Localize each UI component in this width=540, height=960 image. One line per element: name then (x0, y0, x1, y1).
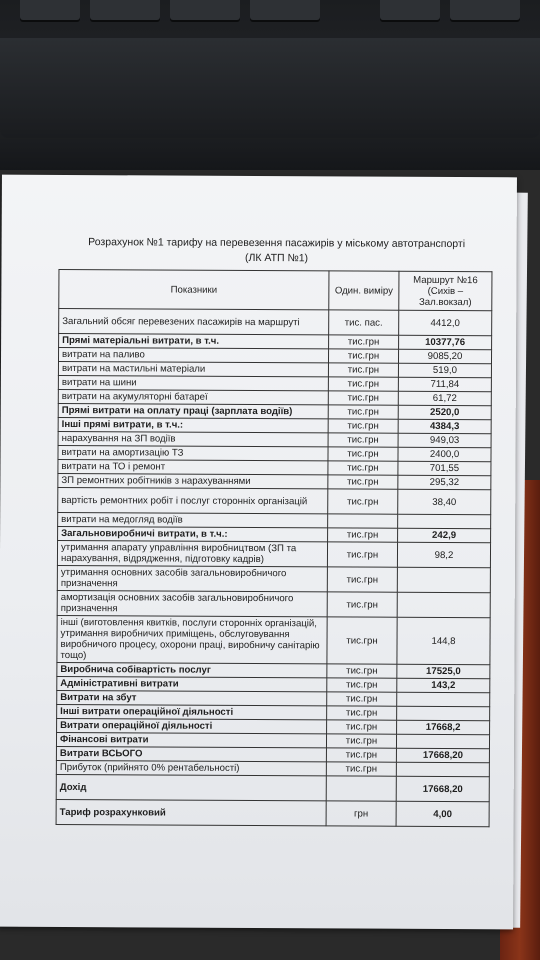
row-value (396, 734, 489, 748)
row-value: 519,0 (398, 363, 491, 377)
row-unit: тис.грн (328, 419, 398, 433)
row-value: 2520,0 (398, 405, 491, 419)
row-unit: тис.грн (328, 349, 398, 363)
table-header-row (59, 269, 492, 310)
row-label: Інші прямі витрати, в т.ч.: (58, 417, 328, 432)
row-unit: тис.грн (327, 592, 397, 617)
row-label: витрати на амортизацію ТЗ (58, 445, 328, 460)
row-value: 17668,2 (397, 720, 490, 734)
row-unit: тис.грн (329, 335, 399, 349)
row-label: Витрати операційної діяльності (57, 718, 327, 733)
row-value (397, 567, 490, 592)
row-value: 949,03 (398, 433, 491, 447)
document-page (0, 175, 517, 930)
row-unit: тис.грн (328, 433, 398, 447)
row-unit: тис.грн (328, 363, 398, 377)
row-unit: тис.грн (328, 475, 398, 489)
keyboard-background (0, 0, 540, 170)
row-unit: тис. пас. (329, 310, 399, 335)
row-unit: тис.грн (326, 762, 396, 776)
row-unit: тис.грн (327, 567, 397, 592)
row-label: амортизація основних засобів загальновиробничого призначення (57, 590, 327, 616)
row-value: 10377,76 (399, 335, 492, 349)
row-label: вартість ремонтних робіт і послуг сторонніх організацій (58, 487, 328, 513)
row-unit: тис.грн (327, 720, 397, 734)
row-label: Тариф розрахунковий (56, 799, 326, 825)
document-title-line1: Розрахунок №1 тарифу на перевезення пасажирів у міському автотранспорті (88, 236, 466, 251)
row-label: утримання апарату управління виробництвом (ЗП та нарахування, відрядження, підготовку кадрів) (57, 540, 327, 566)
row-value: 61,72 (398, 391, 491, 405)
row-label: Прямі матеріальні витрати, в т.ч. (59, 333, 329, 348)
row-unit: тис.грн (327, 617, 397, 664)
row-label: витрати на ТО і ремонт (58, 459, 328, 474)
row-value: 98,2 (397, 542, 490, 567)
table-row (57, 590, 490, 617)
row-unit: тис.грн (328, 405, 398, 419)
document-title-line2: (ЛК АТП №1) (244, 251, 309, 265)
table-row (56, 774, 489, 801)
row-label: Загальновиробничі витрати, в т.ч.: (58, 526, 328, 541)
keyboard-edge (0, 38, 540, 138)
row-value: 144,8 (397, 617, 490, 664)
row-value: 4384,3 (398, 419, 491, 433)
tariff-table (56, 269, 493, 827)
row-value: 4,00 (396, 801, 489, 826)
row-value (397, 592, 490, 617)
header-route: Маршрут №16 (Сихів – Зал.вокзал) (399, 271, 492, 310)
row-label: витрати на акумуляторні батареї (58, 389, 328, 404)
table-row (59, 308, 492, 335)
header-indicators: Показники (59, 269, 329, 309)
row-unit: тис.грн (326, 748, 396, 762)
row-value (397, 706, 490, 720)
row-value: 701,55 (398, 461, 491, 475)
table-row (57, 540, 490, 567)
row-label: Витрати ВСЬОГО (56, 746, 326, 761)
document-title (62, 235, 492, 267)
row-unit (328, 514, 398, 528)
row-value (396, 762, 489, 776)
row-unit: тис.грн (327, 692, 397, 706)
row-label: Витрати на збут (57, 690, 327, 705)
row-value: 143,2 (397, 678, 490, 692)
row-value: 17668,20 (396, 748, 489, 762)
row-unit: тис.грн (328, 447, 398, 461)
row-value: 2400,0 (398, 447, 491, 461)
row-unit: тис.грн (326, 734, 396, 748)
row-unit: тис.грн (327, 706, 397, 720)
row-label: Прямі витрати на оплату праці (зарплата водіїв) (58, 403, 328, 418)
row-value: 17668,20 (396, 776, 489, 801)
row-label: Дохід (56, 774, 326, 800)
row-label: Загальний обсяг перевезених пасажирів на маршруті (59, 308, 329, 334)
row-unit: тис.грн (328, 391, 398, 405)
row-label: ЗП ремонтних робітників з нарахуваннями (58, 473, 328, 488)
row-label: Інші витрати операційної діяльності (57, 704, 327, 719)
row-label: витрати на паливо (58, 347, 328, 362)
table-row (57, 565, 490, 592)
row-unit: тис.грн (327, 542, 397, 567)
row-value: 4412,0 (399, 310, 492, 335)
row-label: витрати на шини (58, 375, 328, 390)
row-value: 9085,20 (398, 349, 491, 363)
row-label: Виробнича собівартість послуг (57, 662, 327, 677)
row-unit (326, 776, 396, 801)
row-value: 242,9 (398, 528, 491, 542)
row-value: 295,32 (398, 475, 491, 489)
row-label: витрати на медогляд водіїв (58, 512, 328, 527)
row-label: утримання основних засобів загальновиробничого призначення (57, 565, 327, 591)
row-label: інші (виготовлення квитків, послуги сторонніх організацій, утримання виробничих приміщень, обслуговування виробничого процесу, охорони праці, виробничу санітарію тощо) (57, 615, 327, 663)
row-label: Прибуток (прийнято 0% рентабельності) (56, 760, 326, 775)
row-unit: тис.грн (328, 528, 398, 542)
row-value (398, 514, 491, 528)
table-row (56, 799, 489, 826)
row-unit: тис.грн (327, 664, 397, 678)
row-value: 17525,0 (397, 664, 490, 678)
row-unit: тис.грн (327, 678, 397, 692)
row-label: Адміністративні витрати (57, 676, 327, 691)
row-label: Фінансові витрати (56, 732, 326, 747)
row-value: 711,84 (398, 377, 491, 391)
header-unit: Один. виміру (329, 271, 399, 310)
row-label: витрати на мастильні матеріали (58, 361, 328, 376)
table-row (58, 487, 491, 514)
table-body (56, 308, 492, 826)
row-value: 38,40 (398, 489, 491, 514)
row-unit: тис.грн (328, 489, 398, 514)
row-unit: тис.грн (328, 461, 398, 475)
keyboard-keys (10, 0, 540, 30)
row-unit: грн (326, 801, 396, 826)
row-value (397, 692, 490, 706)
row-label: нарахування на ЗП водіїв (58, 431, 328, 446)
table-row (57, 615, 490, 664)
row-unit: тис.грн (328, 377, 398, 391)
